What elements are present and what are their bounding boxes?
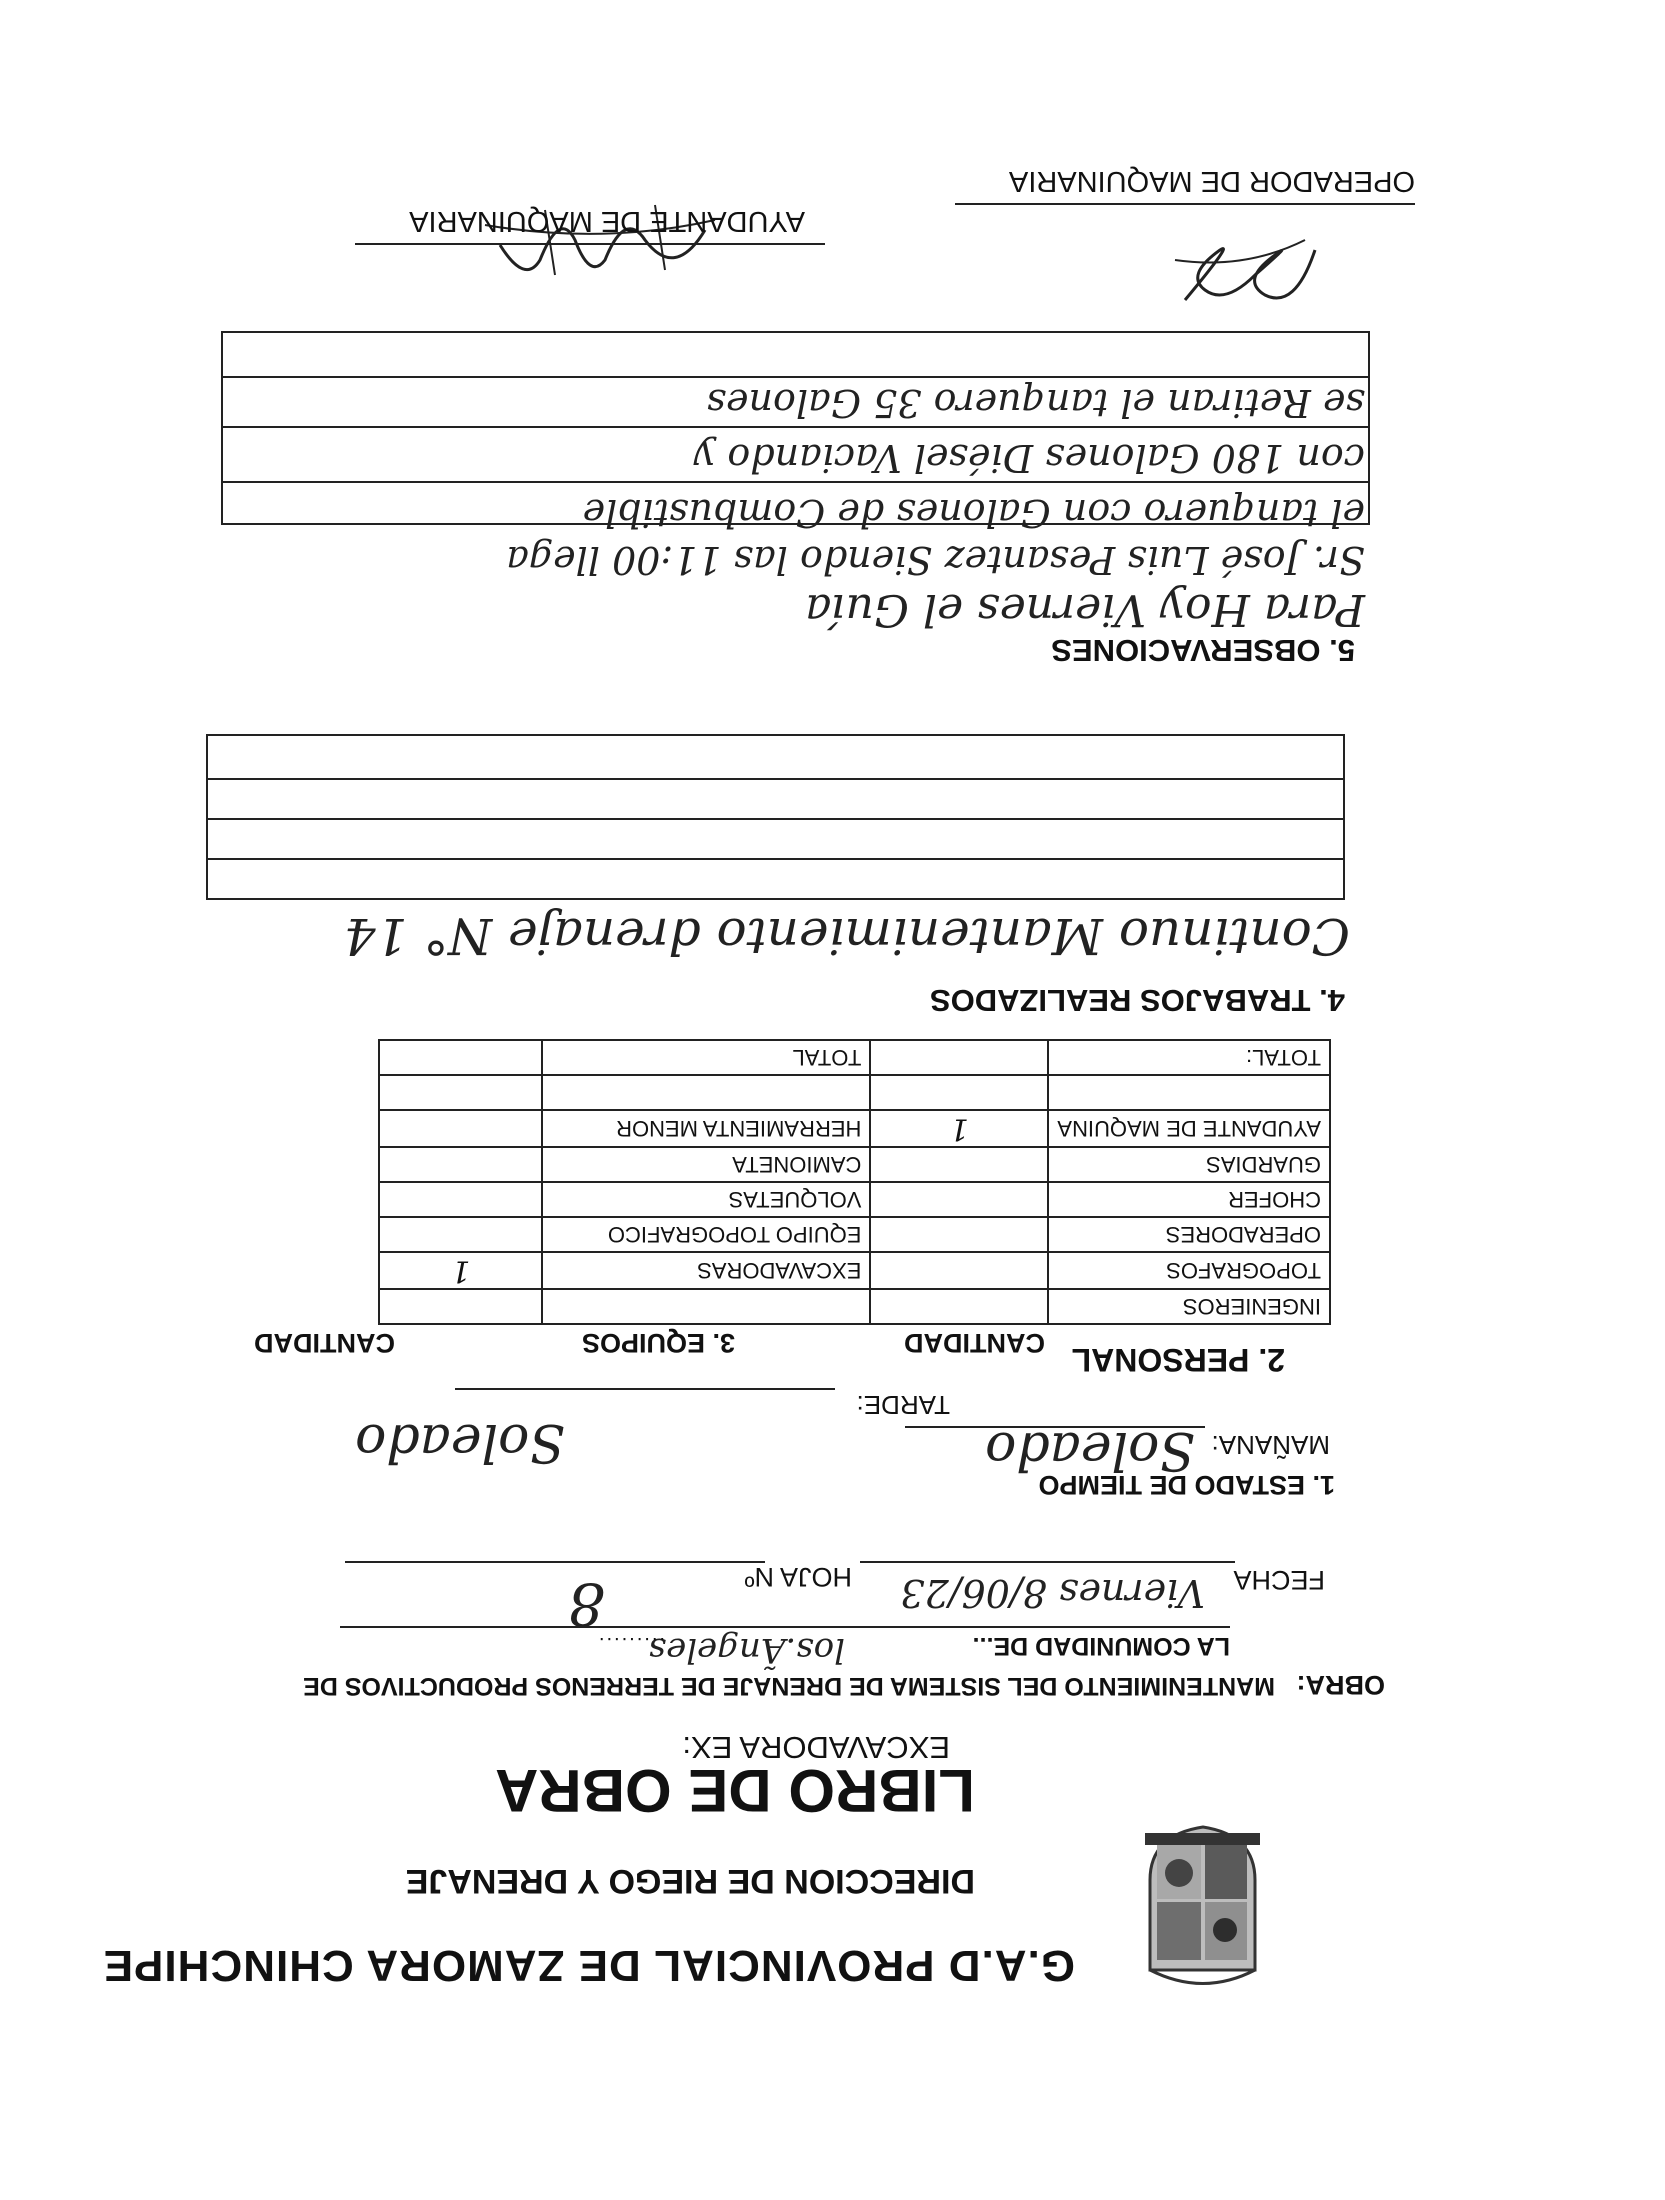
manana-underline	[905, 1426, 1205, 1428]
personal-heading: 2. PERSONAL	[1071, 1342, 1285, 1378]
operador-label: OPERADOR DE MAQUINARIA	[1008, 165, 1415, 197]
hoja-label: HOJA Nº	[744, 1562, 852, 1592]
manana-label: MAÑANA:	[1211, 1430, 1330, 1460]
trabajos-box-line	[208, 778, 1343, 780]
comunidad-prefix-dots: ...	[972, 1632, 994, 1660]
equipos-cantidad-header: CANTIDAD	[254, 1328, 395, 1358]
tarde-label: TARDE:	[856, 1390, 950, 1420]
observaciones-box	[221, 331, 1370, 525]
equipo-value-cell	[379, 1147, 542, 1182]
trabajos-text: Continuo Mantenimiento drenaje N° 14	[343, 907, 1350, 965]
equipo-label-cell	[542, 1075, 870, 1110]
observacion-line: Para Hoy Viernes el Guía	[805, 584, 1365, 635]
obra-label: OBRA:	[1296, 1670, 1385, 1700]
equipo-value-cell: 1	[379, 1252, 542, 1289]
observaciones-box-line	[223, 481, 1368, 483]
table-row	[379, 1110, 1330, 1147]
comunidad-suffix-dots: .........	[596, 1633, 665, 1655]
institution-title: G.A.D PROVINCIAL DE ZAMORA CHINCHIPE	[102, 1941, 1075, 1990]
personal-label-cell	[1048, 1075, 1330, 1110]
manana-value: Soleado	[985, 1420, 1195, 1480]
equipo-label-cell	[542, 1289, 870, 1324]
equipo-total-value	[379, 1040, 542, 1075]
personal-cantidad-header: CANTIDAD	[904, 1328, 1045, 1358]
equipo-value-cell	[379, 1182, 542, 1217]
table-row	[379, 1217, 1330, 1252]
observaciones-box-line	[223, 426, 1368, 428]
estado-tiempo-heading: 1. ESTADO DE TIEMPO	[1038, 1470, 1335, 1500]
table-row	[379, 1182, 1330, 1217]
hoja-underline	[345, 1561, 765, 1563]
crest-logo-icon	[1140, 1825, 1265, 1995]
personal-label-cell: TOPOGRAFOS	[1048, 1252, 1330, 1289]
personal-value-cell	[870, 1217, 1048, 1252]
observaciones-box-line	[223, 376, 1368, 378]
personal-label-cell: OPERADORES	[1048, 1217, 1330, 1252]
comunidad-label: LA COMUNIDAD DE	[993, 1632, 1230, 1660]
personal-value-cell	[870, 1252, 1048, 1289]
obra-description-line2	[973, 1631, 1230, 1660]
observacion-line: con 180 Galones Diésel Vaciando y	[693, 436, 1365, 480]
personal-value-cell	[870, 1289, 1048, 1324]
table-row	[379, 1147, 1330, 1182]
table-row	[379, 1075, 1330, 1110]
personal-value-cell	[870, 1182, 1048, 1217]
trabajos-box-line	[208, 858, 1343, 860]
trabajos-box-line	[208, 818, 1343, 820]
obra-description-line1: MANTENIMIENTO DEL SISTEMA DE DRENAJE DE TERRENOS PRODUCTIVOS DE	[303, 1672, 1275, 1700]
fecha-label: FECHA	[1233, 1565, 1325, 1595]
personal-label-cell: INGENIEROS	[1048, 1289, 1330, 1324]
table-row	[379, 1040, 1330, 1075]
table-row	[379, 1289, 1330, 1324]
trabajos-heading: 4. TRABAJOS REALIZADOS	[929, 983, 1345, 1018]
machine-label: EXCAVADORA EX:	[682, 1730, 950, 1765]
trabajos-box	[206, 734, 1345, 900]
hoja-value: 8	[568, 1570, 605, 1638]
observacion-line: Sr. José Luis Pesantez Siendo las 11:00 llega	[506, 538, 1365, 582]
equipo-value-cell	[379, 1110, 542, 1147]
ayudante-signature-line	[355, 243, 825, 245]
fecha-underline	[860, 1561, 1235, 1563]
personal-value-cell	[870, 1147, 1048, 1182]
tarde-value: Soleado	[355, 1412, 565, 1472]
equipo-label-cell: VOLQUETAS	[542, 1182, 870, 1217]
resource-table	[378, 1039, 1331, 1325]
equipo-label-cell: EQUIPO TOPOGRAFICO	[542, 1217, 870, 1252]
personal-value-cell: 1	[870, 1110, 1048, 1147]
book-title: LIBRO DE OBRA	[495, 1757, 975, 1824]
equipo-label-cell: EXCAVADORAS	[542, 1252, 870, 1289]
comunidad-underline	[340, 1626, 1230, 1628]
equipo-value-cell	[379, 1217, 542, 1252]
personal-total-cell: TOTAL:	[1048, 1040, 1330, 1075]
ayudante-label: AYUDANTE DE MAQUINARIA	[409, 205, 805, 237]
personal-value-cell	[870, 1075, 1048, 1110]
equipo-value-cell	[379, 1075, 542, 1110]
personal-label-cell: AYUDANTE DE MAQUINA	[1048, 1110, 1330, 1147]
equipo-value-cell	[379, 1289, 542, 1324]
operador-signature-icon	[1165, 220, 1335, 330]
observaciones-heading: 5. OBSERVACIONES	[1051, 633, 1355, 668]
tarde-underline	[455, 1388, 835, 1390]
personal-label-cell: CHOFER	[1048, 1182, 1330, 1217]
observacion-line: se Retiran el tanquero 35 Galones	[706, 381, 1365, 425]
operador-signature-line	[955, 203, 1415, 205]
personal-total-value	[870, 1040, 1048, 1075]
personal-label-cell: GUARDIAS	[1048, 1147, 1330, 1182]
fecha-value: Viernes 8/06/23	[900, 1571, 1205, 1615]
equipos-heading: 3. EQUIPOS	[581, 1328, 735, 1358]
department-title: DIRECCION DE RIEGO Y DRENAJE	[405, 1862, 975, 1900]
equipo-label-cell: CAMIONETA	[542, 1147, 870, 1182]
observacion-line: el tanquero con Galones de Combustible	[582, 491, 1365, 535]
equipo-total-cell: TOTAL	[542, 1040, 870, 1075]
equipo-label-cell: HERRAMIENTA MENOR	[542, 1110, 870, 1147]
table-row	[379, 1252, 1330, 1289]
comunidad-value: los.Ãngeles	[648, 1630, 845, 1670]
